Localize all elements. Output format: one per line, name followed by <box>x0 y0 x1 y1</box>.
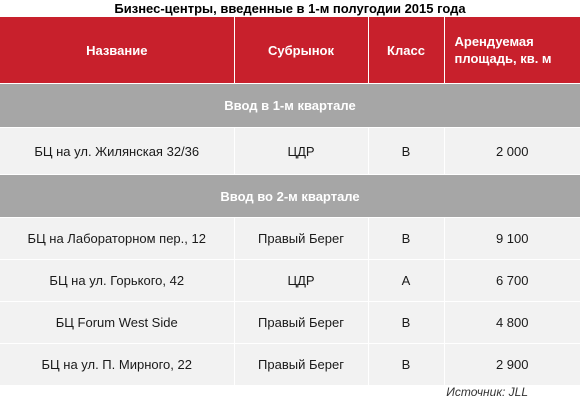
header-area <box>444 17 580 84</box>
header-class: Класс <box>368 17 444 84</box>
cell-submarket: Правый Берег <box>234 344 368 386</box>
cell-area: 6 700 <box>444 260 580 302</box>
table-header-row <box>0 17 580 84</box>
section-row-q2 <box>0 175 580 218</box>
header-submarket: Субрынок <box>234 17 368 84</box>
cell-area: 2 000 <box>444 128 580 175</box>
table-row <box>0 260 580 302</box>
cell-submarket: ЦДР <box>234 260 368 302</box>
table-row <box>0 218 580 260</box>
cell-class: B <box>368 128 444 175</box>
cell-name: БЦ на ул. Горького, 42 <box>0 260 234 302</box>
section-label: Ввод в 1-м квартале <box>0 84 580 128</box>
business-centers-table <box>0 17 580 385</box>
header-area-line1: Арендуемая <box>454 34 534 49</box>
cell-class: A <box>368 260 444 302</box>
cell-submarket: Правый Берег <box>234 218 368 260</box>
cell-area: 9 100 <box>444 218 580 260</box>
source-note: Источник: JLL <box>446 385 528 399</box>
cell-name: БЦ Forum West Side <box>0 302 234 344</box>
header-name: Название <box>0 17 234 84</box>
cell-submarket: Правый Берег <box>234 302 368 344</box>
section-label: Ввод во 2-м квартале <box>0 175 580 218</box>
cell-class: B <box>368 218 444 260</box>
cell-area: 2 900 <box>444 344 580 386</box>
cell-class: B <box>368 344 444 386</box>
cell-name: БЦ на ул. Жилянская 32/36 <box>0 128 234 175</box>
cell-submarket: ЦДР <box>234 128 368 175</box>
cell-name: БЦ на Лабораторном пер., 12 <box>0 218 234 260</box>
section-row-q1 <box>0 84 580 128</box>
table-row <box>0 128 580 175</box>
table-title: Бизнес-центры, введенные в 1-м полугодии 2015 года <box>114 1 466 16</box>
table-row <box>0 302 580 344</box>
table-row <box>0 344 580 386</box>
cell-class: B <box>368 302 444 344</box>
header-area-line2: площадь, кв. м <box>454 51 552 66</box>
cell-name: БЦ на ул. П. Мирного, 22 <box>0 344 234 386</box>
cell-area: 4 800 <box>444 302 580 344</box>
